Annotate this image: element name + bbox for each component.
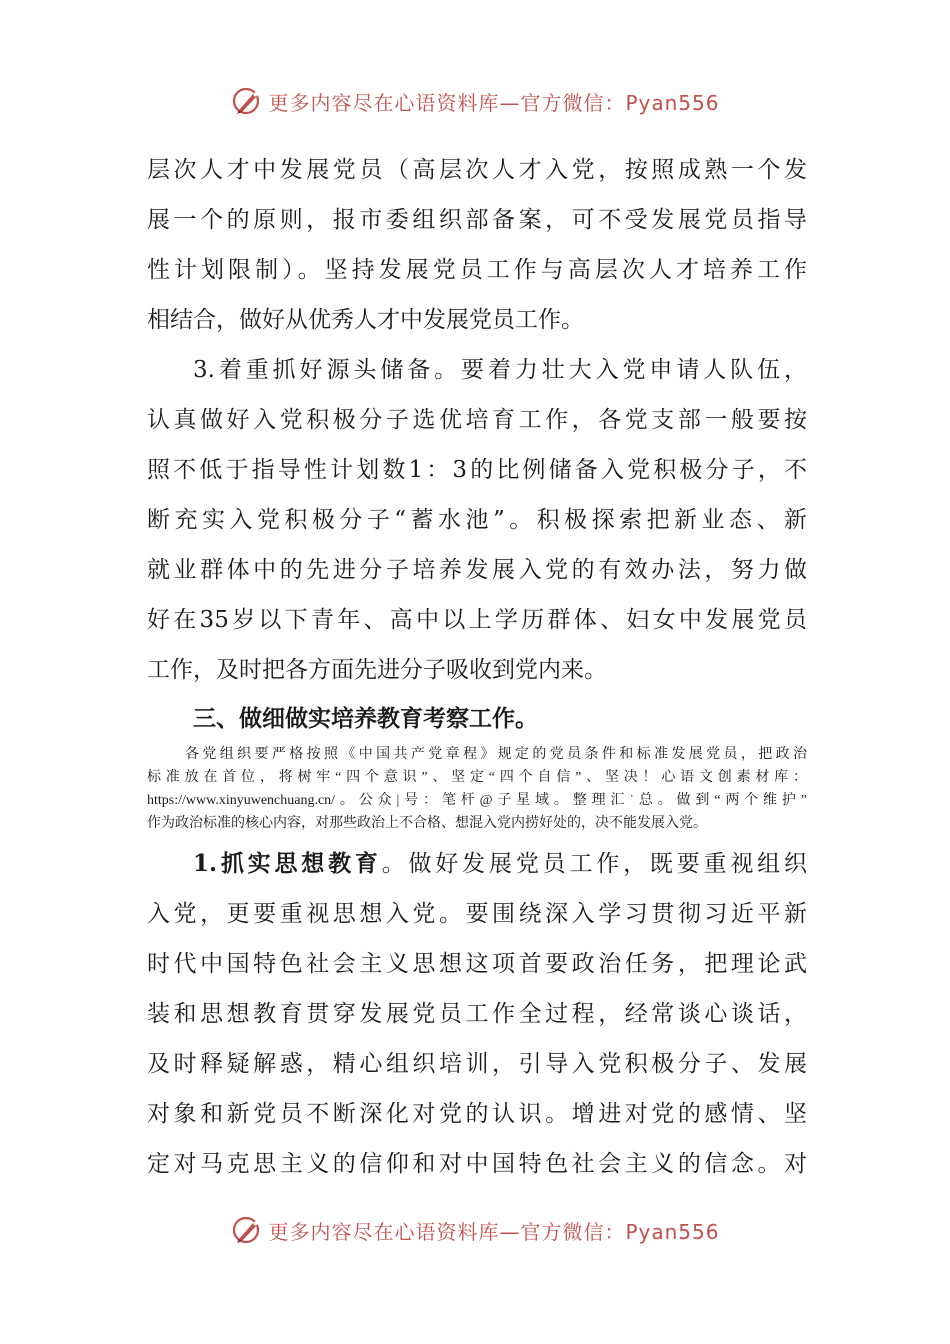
section-heading: 三、做细做实培养教育考察工作。 [193,705,538,732]
small-paragraph-line: https://www.xinyuwenchuang.cn/。公众|号：笔杆@子星域。整理汇˙总。做到“两个维护” [147,793,807,808]
paragraph-line: 性计划限制）。坚持发展党员工作与高层次人才培养工作 [147,257,807,283]
footer-watermark-banner [0,1213,950,1247]
paragraph-line: 认真做好入党积极分子选优培育工作，各党支部一般要按 [147,407,807,433]
paragraph-line: 好在35岁以下青年、高中以上学历群体、妇女中发展党员 [147,607,807,633]
small-paragraph-line: 作为政治标准的核心内容，对那些政治上不合格、想混入党内捞好处的，决不能发展入党。 [147,816,707,831]
paragraph-line: 对象和新党员不断深化对党的认识。增进对党的感情、坚 [147,1101,807,1127]
paragraph-line: 装和思想教育贯穿发展党员工作全过程，经常谈心谈话， [147,1001,807,1027]
paragraph-line [147,839,807,889]
pen-logo-icon [230,1213,264,1247]
paragraph-line: 时代中国特色社会主义思想这项首要政治任务，把理论武 [147,951,807,977]
paragraph-line: 及时释疑解惑，精心组织培训，引导入党积极分子、发展 [147,1051,807,1077]
pen-logo-icon [230,84,264,118]
document-body [147,145,807,1189]
paragraph-line: 断充实入党积极分子“蓄水池”。积极探索把新业态、新 [147,507,807,533]
paragraph-text: 。做好发展党员工作，既要重视组织 [381,851,807,877]
paragraph-line: 就业群体中的先进分子培养发展入党的有效办法，努力做 [147,557,807,583]
header-watermark-banner [0,84,950,118]
paragraph-line: 入党，更要重视思想入党。要围绕深入学习贯彻习近平新 [147,901,807,927]
paragraph-line: 3.着重抓好源头储备。要着力壮大入党申请人队伍， [193,357,807,383]
paragraph-line: 照不低于指导性计划数1：3的比例储备入党积极分子，不 [147,457,807,483]
paragraph-line: 展一个的原则，报市委组织部备案，可不受发展党员指导 [147,207,807,233]
paragraph-line: 相结合，做好从优秀人才中发展党员工作。 [147,307,584,333]
bold-lead: 1.抓实思想教育 [193,850,382,877]
watermark-text: 更多内容尽在心语资料库—官方微信：Pyan556 [268,1219,720,1244]
small-paragraph-line: 标准放在首位，将树牢“四个意识”、坚定“四个自信”、坚决！心语文创素材库： [147,770,807,785]
paragraph-line: 层次人才中发展党员（高层次人才入党，按照成熟一个发 [147,157,807,183]
small-paragraph-line: 各党组织要严格按照《中国共产党章程》规定的党员条件和标准发展党员，把政治 [185,747,807,762]
paragraph-line: 工作，及时把各方面先进分子吸收到党内来。 [147,657,607,683]
paragraph-line: 定对马克思主义的信仰和对中国特色社会主义的信念。对 [147,1151,807,1177]
watermark-text: 更多内容尽在心语资料库—官方微信：Pyan556 [268,90,720,115]
